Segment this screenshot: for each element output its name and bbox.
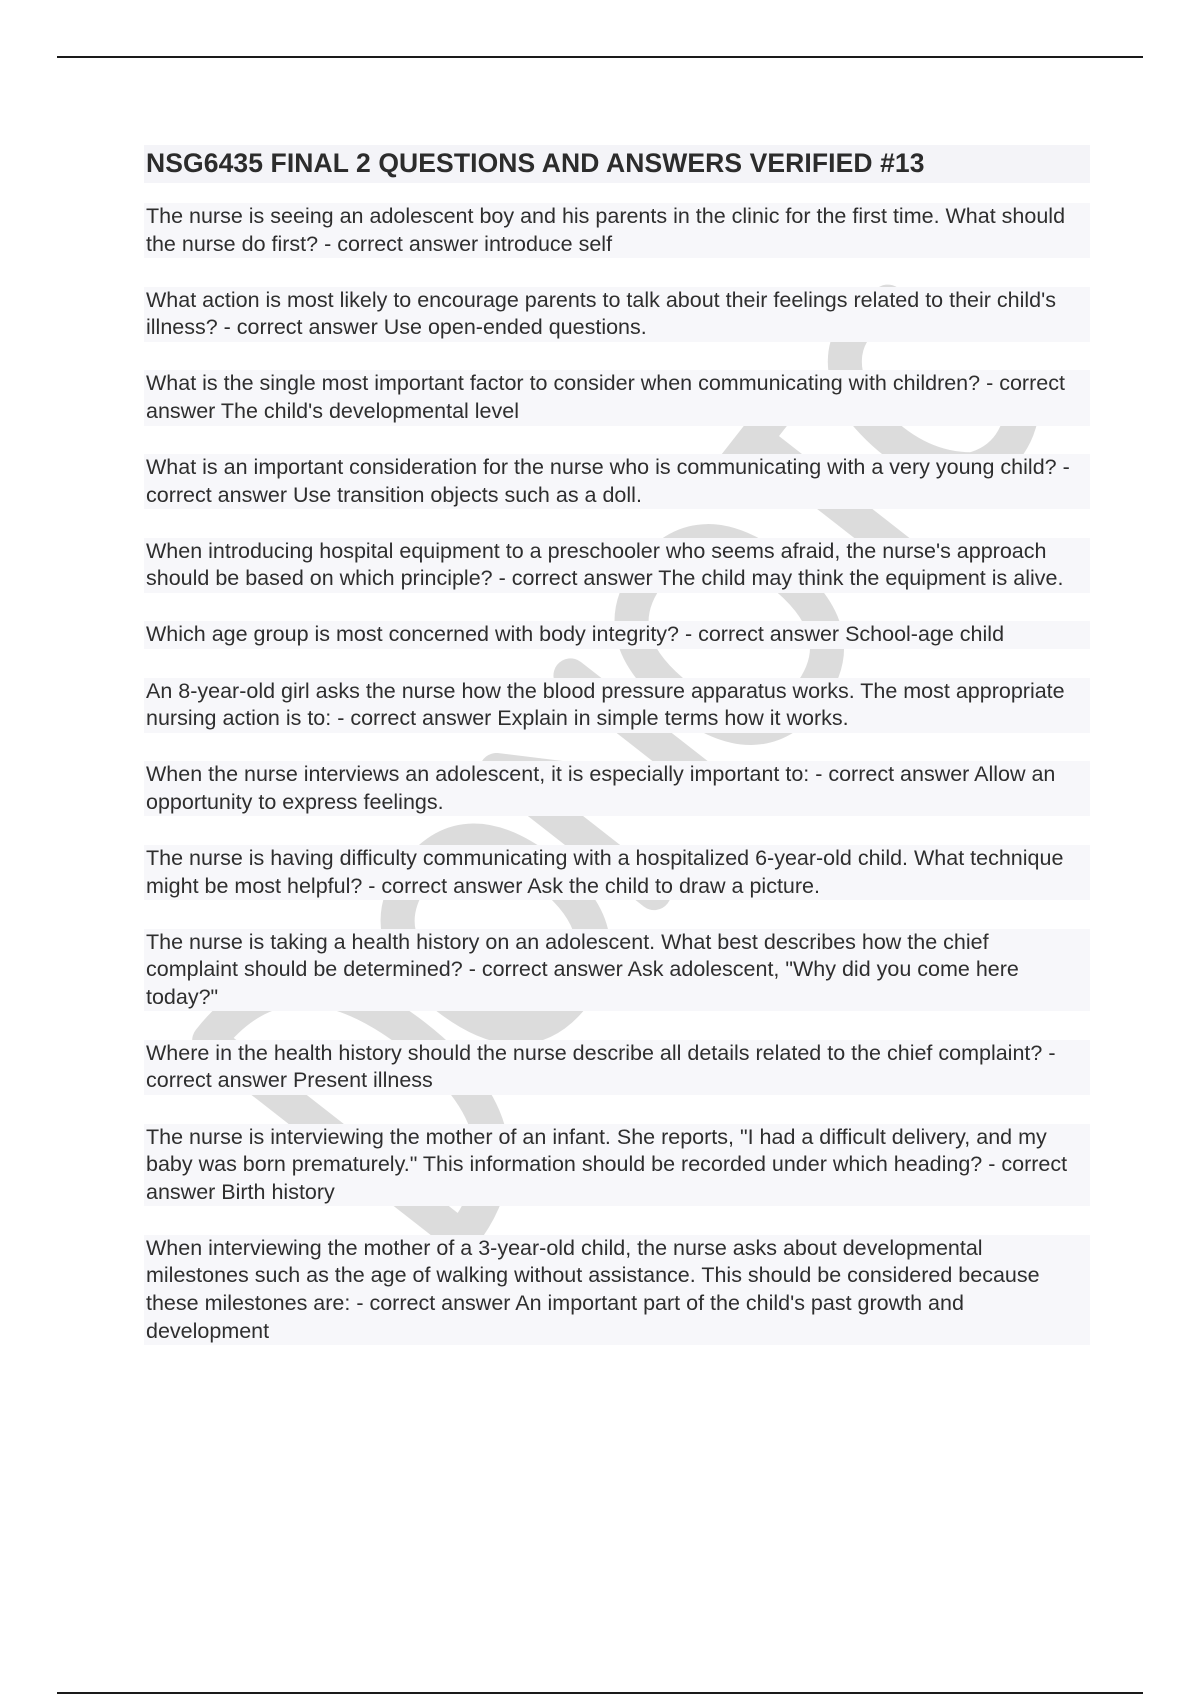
qa-item: When the nurse interviews an adolescent, it is especially important to: - correct answer Allow an opportunity to express feelings. <box>144 761 1090 816</box>
qa-item: An 8-year-old girl asks the nurse how the blood pressure apparatus works. The most appropriate nursing action is to: - correct answer Explain in simple terms how it works. <box>144 678 1090 733</box>
qa-item: What is an important consideration for the nurse who is communicating with a very young child? - correct answer Use transition objects such as a doll. <box>144 454 1090 509</box>
qa-item: Which age group is most concerned with body integrity? - correct answer School-age child <box>144 621 1090 649</box>
qa-item: The nurse is interviewing the mother of an infant. She reports, "I had a difficult delivery, and my baby was born prematurely." This information should be recorded under which heading? - correct answer Birth history <box>144 1124 1090 1207</box>
qa-item: What action is most likely to encourage parents to talk about their feelings related to their child's illness? - correct answer Use open-ended questions. <box>144 287 1090 342</box>
document-body <box>144 145 1090 1374</box>
qa-list <box>144 203 1090 1345</box>
qa-item: What is the single most important factor to consider when communicating with children? - correct answer The child's developmental level <box>144 370 1090 425</box>
qa-item: The nurse is seeing an adolescent boy and his parents in the clinic for the first time. What should the nurse do first? - correct answer introduce self <box>144 203 1090 258</box>
qa-item: When introducing hospital equipment to a preschooler who seems afraid, the nurse's approach should be based on which principle? - correct answer The child may think the equipment is alive. <box>144 538 1090 593</box>
qa-item: The nurse is having difficulty communicating with a hospitalized 6-year-old child. What technique might be most helpful? - correct answer Ask the child to draw a picture. <box>144 845 1090 900</box>
bottom-divider <box>57 1692 1143 1694</box>
top-divider <box>57 56 1143 58</box>
qa-item: When interviewing the mother of a 3-year-old child, the nurse asks about developmental milestones such as the age of walking without assistance. This should be considered because these milestones are: - correct answer An important part of the child's past growth and development <box>144 1235 1090 1345</box>
qa-item: Where in the health history should the nurse describe all details related to the chief complaint? - correct answer Present illness <box>144 1040 1090 1095</box>
document-title: NSG6435 FINAL 2 QUESTIONS AND ANSWERS VERIFIED #13 <box>144 145 1090 183</box>
qa-item: The nurse is taking a health history on an adolescent. What best describes how the chief complaint should be determined? - correct answer Ask adolescent, "Why did you come here today?" <box>144 929 1090 1012</box>
